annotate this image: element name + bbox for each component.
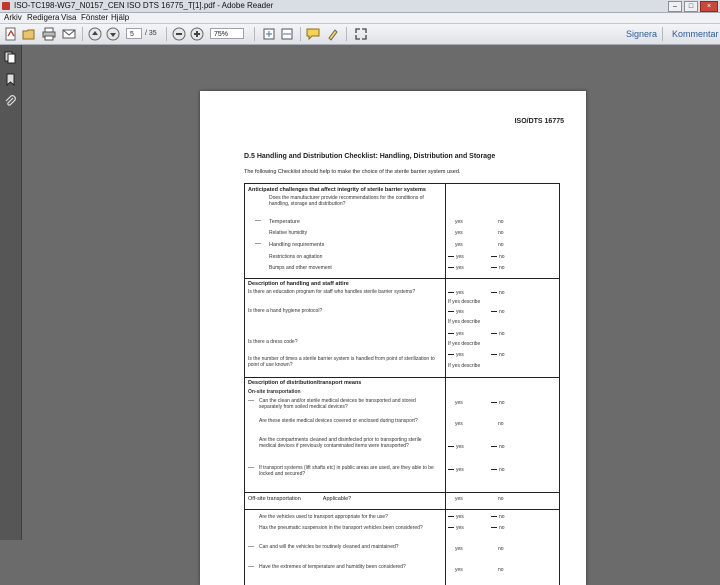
yes-option[interactable]: yes [456,290,464,296]
section-heading: D.5 Handling and Distribution Checklist: Handling, Distribution and Storage [244,153,496,160]
answer-row [448,290,464,296]
if-yes-describe: If yes describe [448,341,481,347]
navigation-pane [0,45,22,540]
bullet-dash: — [248,465,254,471]
create-pdf-button[interactable] [4,27,18,41]
zoom-select[interactable]: 75% [210,28,244,39]
answer-row [491,467,505,473]
no-option[interactable]: no [498,230,504,236]
row-divider [245,509,559,510]
yes-option[interactable]: yes [456,309,464,315]
yes-option[interactable]: yes [456,265,464,271]
answer-row [491,525,505,531]
comment-link[interactable]: Kommentar [672,29,719,39]
section-title-offsite [248,496,351,502]
question-text: Can and will the vehicles be routinely cleaned and maintained? [259,544,399,550]
checkbox[interactable] [491,333,497,334]
plus-icon [190,27,204,41]
standard-number: ISO/DTS 16775 [514,118,564,125]
checkbox[interactable] [491,469,497,470]
checklist-table [244,183,560,585]
question-text: Can the clean and/or sterile medical devices be transported and stored separately from soiled medical devices? [259,398,416,410]
checkbox[interactable] [491,402,497,403]
answer-row [448,309,464,315]
bullet-dash: — [248,544,254,550]
question-text: Have the extremes of temperature and humidity been considered? [259,564,406,570]
toolbar-separator [662,27,663,41]
no-option[interactable]: no [499,444,505,450]
item-text: Temperature [269,219,300,225]
toolbar-separator [82,27,83,41]
yes-option[interactable]: yes [455,230,463,236]
highlight-button[interactable] [326,27,340,41]
column-divider [445,184,446,585]
checkbox[interactable] [448,354,454,355]
intro-text: The following Checklist should help to make the choice of the sterile barrier system used. [244,169,461,175]
item-text: Handling requirements [269,242,325,248]
section-title-handling: Description of handling and staff attire [248,281,349,287]
toolbar-separator [254,27,255,41]
pages-panel-button[interactable] [4,51,17,64]
no-option[interactable]: no [498,567,504,573]
item-text: Bumps and other movement [269,265,332,271]
print-button[interactable] [42,27,56,41]
bullet-dash: — [248,398,254,404]
no-option[interactable]: no [499,265,505,271]
yes-option[interactable]: yes [456,331,464,337]
no-option[interactable]: no [498,421,504,427]
yes-option[interactable]: yes [456,525,464,531]
answer-row [448,265,464,271]
if-yes-describe: If yes describe [448,299,481,305]
if-yes-describe: If yes describe [448,363,481,369]
item-text: Relative humidity [269,230,308,236]
checkbox[interactable] [491,354,497,355]
checkbox[interactable] [491,516,497,517]
arrow-down-icon [106,27,120,41]
menu-arkiv[interactable]: Arkiv [4,13,22,22]
answer-row [448,514,464,520]
toolbar-separator [346,27,347,41]
subsection-title: On-site transportation [248,389,301,395]
window-controls [668,1,718,12]
menu-bar [0,13,720,24]
yes-option[interactable]: yes [455,242,463,248]
checkbox[interactable] [448,256,454,257]
checkbox[interactable] [491,446,497,447]
minimize-button[interactable]: – [668,1,682,12]
row-divider [245,278,559,279]
no-option[interactable]: no [498,496,504,502]
expand-icon [354,27,368,41]
yes-option[interactable]: yes [456,444,464,450]
yes-option[interactable]: yes [455,546,463,552]
no-option[interactable]: no [499,400,505,406]
checkbox[interactable] [448,292,454,293]
menu-fonster[interactable]: Fönster [81,13,109,22]
bookmark-icon [4,73,17,86]
yes-option[interactable]: yes [455,567,463,573]
close-button[interactable]: × [700,1,718,12]
yes-option[interactable]: yes [455,400,463,406]
question-text: Is there a dress code? [248,339,298,345]
question-text: Are the compartments cleaned and disinfected prior to transporting sterile medical devices if previously contaminated items were transported? [259,437,422,449]
answer-row [491,331,505,337]
email-button[interactable] [62,27,76,41]
pages-icon [4,51,17,64]
question-text: Is the number of times a sterile barrier system is handled from point of sterilization to point of use known? [248,356,435,368]
no-option[interactable]: no [498,546,504,552]
previous-page-button[interactable] [88,27,102,41]
answer-row [491,309,505,315]
no-option[interactable]: no [499,525,505,531]
checkbox[interactable] [448,267,454,268]
checkbox[interactable] [448,311,454,312]
checkbox[interactable] [448,527,454,528]
row-divider [245,492,559,493]
toolbar [0,24,720,45]
question-text: Does the manufacturer provide recommendations for the conditions of handling, storage and distribution? [269,195,424,207]
adobe-reader-icon [2,2,10,10]
yes-option[interactable]: yes [455,496,463,502]
checkbox[interactable] [448,446,454,447]
toolbar-separator [300,27,301,41]
answer-row [491,514,505,520]
no-option[interactable]: no [499,467,505,473]
answer-row [491,444,505,450]
yes-option[interactable]: yes [455,219,463,225]
zoom-out-button[interactable] [172,27,186,41]
menu-visa[interactable]: Visa [61,13,77,22]
no-option[interactable]: no [499,290,505,296]
answer-row [491,290,505,296]
fit-width-icon [280,27,294,41]
toolbar-separator [166,27,167,41]
yes-option[interactable]: yes [455,421,463,427]
answer-row [448,331,464,337]
sign-link[interactable]: Signera [626,29,658,39]
no-option[interactable]: no [499,331,505,337]
checkbox[interactable] [448,333,454,334]
bookmarks-panel-button[interactable] [4,73,17,86]
question-text: If transport systems (lift shafts etc) in public areas are used, are they able to be locked and secured? [259,465,434,477]
checkbox[interactable] [491,527,497,528]
no-option[interactable]: no [499,352,505,358]
pdf-page [200,91,586,585]
folder-icon [22,27,36,41]
no-option[interactable]: no [499,309,505,315]
fit-page-icon [262,27,276,41]
yes-option[interactable]: yes [456,467,464,473]
yes-option[interactable]: yes [456,254,464,260]
no-option[interactable]: no [499,514,505,520]
offsite-title: Off-site transportation [248,496,301,502]
bullet-dash: — [255,218,261,224]
maximize-button[interactable]: □ [684,1,698,12]
item-text: Restrictions on agitation [269,254,323,260]
bullet-dash: — [248,564,254,570]
minus-icon [172,27,186,41]
checkbox[interactable] [448,516,454,517]
arrow-up-icon [88,27,102,41]
answer-row [448,467,464,473]
checkbox[interactable] [491,311,497,312]
row-divider [245,377,559,378]
yes-option[interactable]: yes [456,352,464,358]
no-option[interactable]: no [499,254,505,260]
page-total: / 35 [145,30,157,37]
menu-redigera[interactable]: Redigera [27,13,60,22]
envelope-icon [62,27,76,41]
full-screen-button[interactable] [354,27,368,41]
attachments-panel-button[interactable] [4,95,17,108]
answer-row [448,444,464,450]
question-text: Has the pneumatic suspension in the transport vehicles been considered? [259,525,423,531]
paperclip-icon [4,95,17,108]
checkbox[interactable] [491,292,497,293]
answer-row [448,352,464,358]
answer-row [491,254,505,260]
section-title-challenges: Anticipated challenges that affect integrity of sterile barrier systems [248,187,426,193]
yes-option[interactable]: yes [456,514,464,520]
answer-row [491,265,505,271]
fit-page-button[interactable] [262,27,276,41]
next-page-button[interactable] [106,27,120,41]
speech-bubble-icon [306,27,320,41]
no-option[interactable]: no [498,219,504,225]
answer-row [491,400,505,406]
create-pdf-icon [4,27,18,41]
comment-button[interactable] [306,27,320,41]
open-button[interactable] [22,27,36,41]
checkbox[interactable] [491,267,497,268]
highlighter-icon [326,27,340,41]
page-number-input[interactable]: 5 [126,28,142,39]
question-text: Are the vehicles used to transport appropriate for the use? [259,514,388,520]
checkbox[interactable] [448,469,454,470]
title-bar [0,0,720,13]
menu-hjalp[interactable]: Hjälp [111,13,130,22]
no-option[interactable]: no [498,242,504,248]
if-yes-describe: If yes describe [448,319,481,325]
question-text: Are these sterile medical devices covered or enclosed during transport? [259,418,418,424]
zoom-in-button[interactable] [190,27,204,41]
printer-icon [42,27,56,41]
section-title-distribution: Description of distribution/transport means [248,380,362,386]
question-text: Is there an education program for staff who handles sterile barrier systems? [248,289,416,295]
fit-width-button[interactable] [280,27,294,41]
answer-row [491,352,505,358]
answer-row [448,525,464,531]
checkbox[interactable] [491,256,497,257]
question-text: Is there a hand hygiene protocol? [248,308,323,314]
window-title: ISO-TC198-WG7_N0157_CEN ISO DTS 16775_T[1].pdf - Adobe Reader [14,1,274,10]
applicable-label: Applicable? [322,496,352,502]
bullet-dash: — [255,241,261,247]
document-view[interactable] [22,45,720,573]
answer-row [448,254,464,260]
